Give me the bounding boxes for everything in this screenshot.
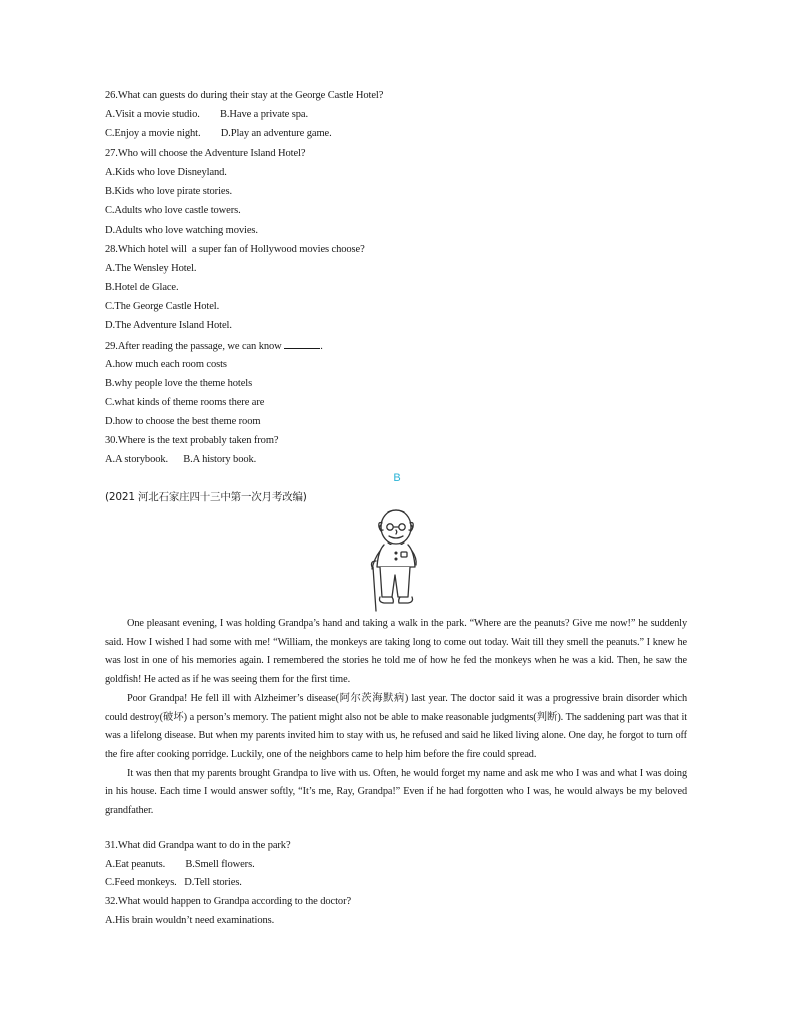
question-29-option-d: D.how to choose the best theme room — [105, 416, 261, 427]
source-note: (2021 河北石家庄四十三中第一次月考改编) — [105, 491, 307, 503]
grandpa-with-cane-icon — [358, 505, 434, 613]
question-26-options-cd: C.Enjoy a movie night. D.Play an adventure game. — [105, 128, 332, 139]
question-29-stem: 29.After reading the passage, we can know — [105, 341, 282, 352]
question-26-options-ab: A.Visit a movie studio. B.Have a private spa. — [105, 109, 308, 120]
section-b-label: B — [393, 472, 401, 484]
passage-b — [105, 615, 687, 821]
question-29-option-c: C.what kinds of theme rooms there are — [105, 397, 265, 408]
question-28-option-b: B.Hotel de Glace. — [105, 282, 179, 293]
question-29-option-b: B.why people love the theme hotels — [105, 378, 253, 389]
passage-paragraph-1: One pleasant evening, I was holding Grandpa’s hand and taking a walk in the park. “Where are the peanuts? Give me now!” he suddenly said. How I wished I had some with me! “William, the monkeys are taking long to come out today. Wait till they smell the peanuts.” I knew he was lost in one of his memories again. I remembered the stories he told me of how he fed the monkeys when he was a kid. Then, he saw the goldfish! He acted as if he was seeing them for the first time. — [105, 618, 687, 686]
question-27-option-c: C.Adults who love castle towers. — [105, 205, 241, 216]
question-28-option-d: D.The Adventure Island Hotel. — [105, 320, 232, 331]
question-32-stem: 32.What would happen to Grandpa according to the doctor? — [105, 896, 352, 907]
question-28-stem: 28.Which hotel will a super fan of Hollywood movies choose? — [105, 244, 365, 255]
question-31-options-cd: C.Feed monkeys. D.Tell stories. — [105, 877, 242, 888]
question-27-option-b: B.Kids who love pirate stories. — [105, 186, 232, 197]
question-27-option-a: A.Kids who love Disneyland. — [105, 167, 227, 178]
question-32-option-a: A.His brain wouldn’t need examinations. — [105, 915, 275, 926]
question-29-option-a: A.how much each room costs — [105, 359, 227, 370]
passage-paragraph-2: Poor Grandpa! He fell ill with Alzheimer’s disease(阿尔茨海默病) last year. The doctor said it was a progressive brain disorder which could destroy(破坏) a person’s memory. The patient might also not be able to make reasonable judgments(判断). The saddening part was that it was a lifelong disease. But when my parents invited him to stay with us, he refused and said he liked living alone. One day, he forgot to turn off the fire after cooking porridge. Luckily, one of the neighbors came to help him before the fire could spread. — [105, 692, 687, 760]
question-29-stem-line: 29.After reading the passage, we can know . — [105, 341, 323, 352]
passage-paragraph-3: It was then that my parents brought Grandpa to live with us. Often, he would forget my name and ask me who I was and what I was doing in his house. Each time I would answer softly, “It’s me, Ray, Grandpa!” Even if he had forgotten who I was, he would always be my beloved grandfather. — [105, 767, 687, 817]
question-30-options-ab: A.A storybook. B.A history book. — [105, 454, 257, 465]
question-30-stem: 30.Where is the text probably taken from? — [105, 435, 279, 446]
question-26-stem: 26.What can guests do during their stay at the George Castle Hotel? — [105, 90, 384, 101]
question-31-options-ab: A.Eat peanuts. B.Smell flowers. — [105, 859, 255, 870]
answer-blank — [284, 339, 320, 349]
question-27-stem: 27.Who will choose the Adventure Island Hotel? — [105, 148, 306, 159]
question-27-option-d: D.Adults who love watching movies. — [105, 225, 258, 236]
question-28-option-a: A.The Wensley Hotel. — [105, 263, 197, 274]
question-31-stem: 31.What did Grandpa want to do in the park? — [105, 840, 291, 851]
question-28-option-c: C.The George Castle Hotel. — [105, 301, 220, 312]
